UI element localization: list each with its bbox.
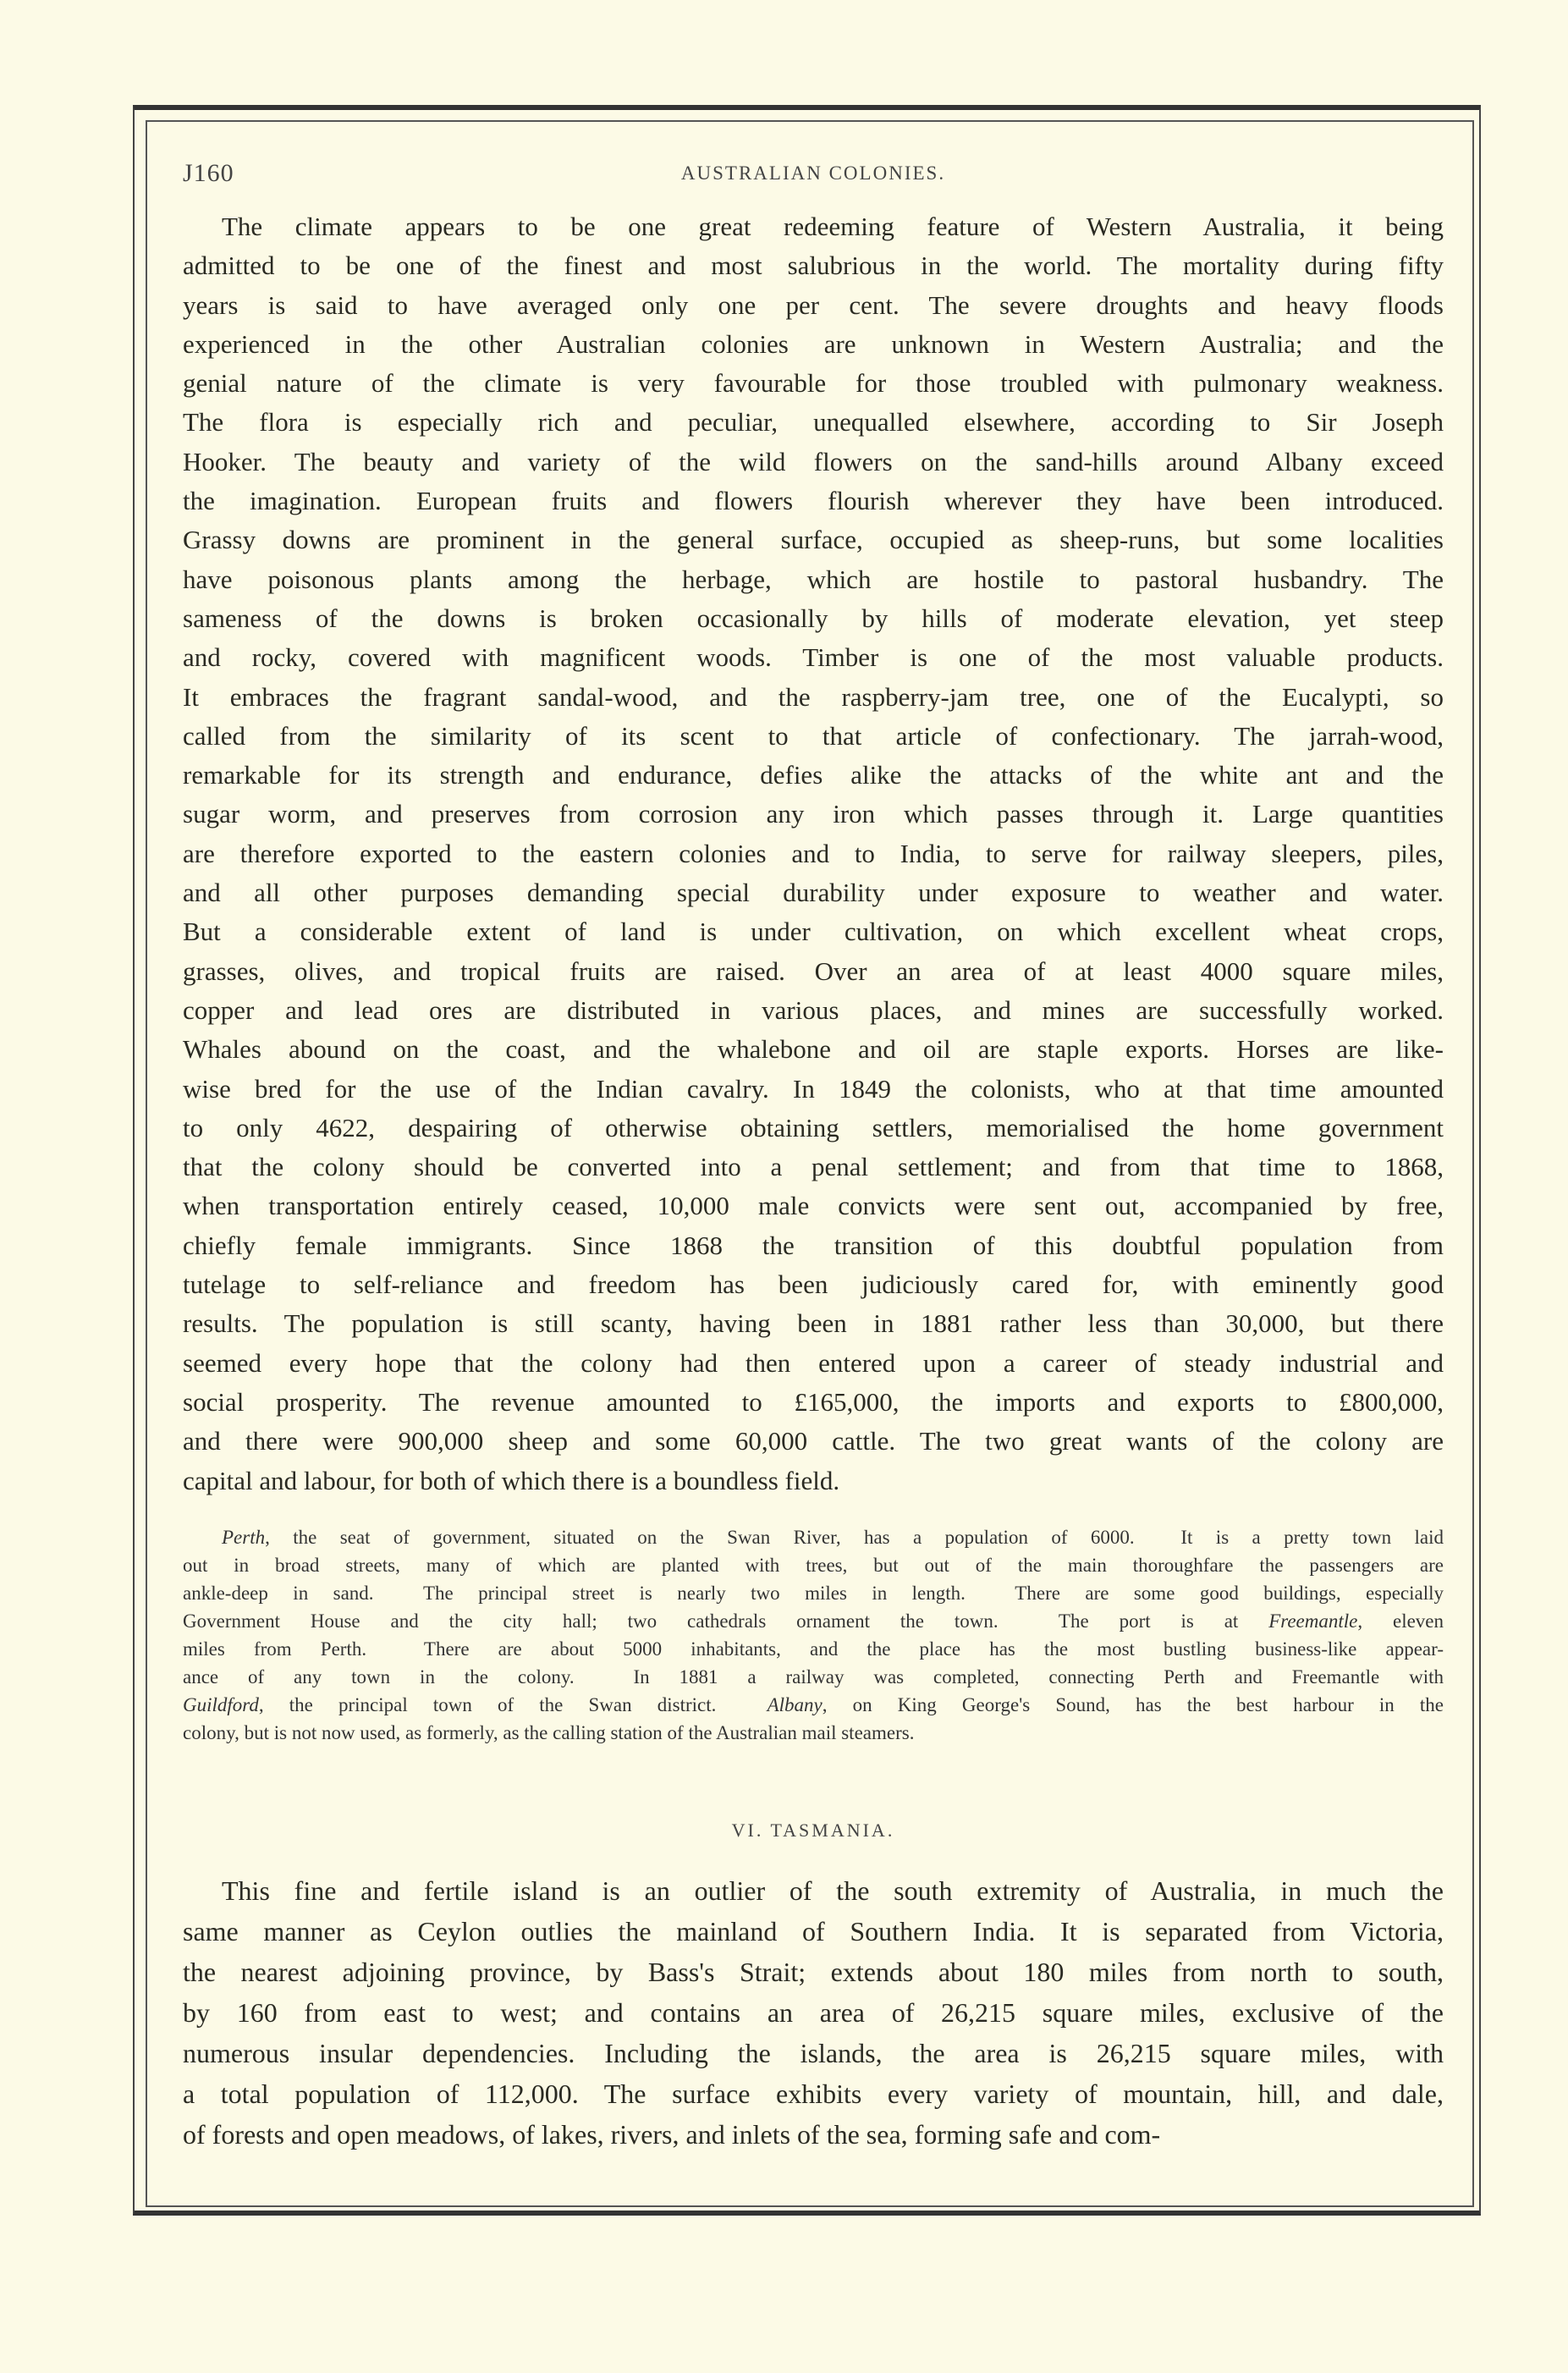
text-line: tutelage to self-reliance and freedom has been judiciously cared for, with eminently good <box>183 1269 1444 1300</box>
text-line: grasses, olives, and tropical fruits are raised. Over an area of at least 4000 square miles, <box>183 955 1444 986</box>
text-line: But a considerable extent of land is under cultivation, on which excellent wheat crops, <box>183 917 1444 947</box>
text-line: sameness of the downs is broken occasionally by hills of moderate elevation, yet steep <box>183 603 1444 633</box>
text-line: that the colony should be converted into a penal settlement; and from that time to 1868, <box>183 1152 1444 1182</box>
text-line: same manner as Ceylon outlies the mainland of Southern India. It is separated from Victoria, <box>183 1916 1444 1946</box>
text-line: are therefore exported to the eastern colonies and to India, to serve for railway sleepers, piles, <box>183 838 1444 868</box>
text-line: experienced in the other Australian colonies are unknown in Western Australia; and the <box>183 328 1444 359</box>
text-segment: out in broad streets, many of which are planted with trees, but out of the main thoroughfare the passengers are <box>183 1555 1444 1576</box>
italic-place-name: Freemantle <box>1268 1610 1358 1632</box>
text-line <box>183 1663 1444 1691</box>
text-line: capital and labour, for both of which there is a boundless field. <box>183 1465 840 1495</box>
text-line: remarkable for its strength and endurance, defies alike the attacks of the white ant and the <box>183 760 1444 790</box>
text-line: copper and lead ores are distributed in various places, and mines are successfully worked. <box>183 994 1444 1025</box>
text-line: the nearest adjoining province, by Bass's Strait; extends about 180 miles from north to south, <box>183 1957 1444 1987</box>
text-line: years is said to have averaged only one per cent. The severe droughts and heavy floods <box>183 289 1444 320</box>
text-line <box>183 1691 1444 1719</box>
italic-place-name: Guildford <box>183 1694 259 1715</box>
text-line <box>183 1551 1444 1579</box>
text-line: It embraces the fragrant sandal-wood, and the raspberry-jam tree, one of the Eucalypti, so <box>183 681 1444 712</box>
text-line: numerous insular dependencies. Including the islands, the area is 26,215 square miles, with <box>183 2038 1444 2068</box>
text-line <box>183 1607 1444 1635</box>
text-line: genial nature of the climate is very favourable for those troubled with pulmonary weakness. <box>183 368 1444 399</box>
text-segment: , the principal town of the Swan district. <box>258 1694 767 1715</box>
text-line: social prosperity. The revenue amounted to £165,000, the imports and exports to £800,000, <box>183 1386 1444 1417</box>
perth-note-paragraph <box>183 1523 1444 1747</box>
text-line: to only 4622, despairing of otherwise obtaining settlers, memorialised the home government <box>183 1112 1444 1142</box>
text-segment: miles from Perth. There are about 5000 inhabitants, and the place has the most bustling business-like appear- <box>183 1638 1444 1660</box>
text-line: seemed every hope that the colony had then entered upon a career of steady industrial and <box>183 1347 1444 1378</box>
text-line: and all other purposes demanding special durability under exposure to weather and water. <box>183 878 1444 908</box>
text-line <box>183 1579 1444 1607</box>
text-line: chiefly female immigrants. Since 1868 the transition of this doubtful population from <box>183 1230 1444 1260</box>
text-segment: , on King George's Sound, has the best harbour in the <box>822 1694 1444 1715</box>
text-line <box>183 1719 1444 1747</box>
text-line: admitted to be one of the finest and most salubrious in the world. The mortality during fifty <box>183 251 1444 281</box>
text-line: called from the similarity of its scent to that article of confectionary. The jarrah-wood, <box>183 720 1444 751</box>
text-line: of forests and open meadows, of lakes, rivers, and inlets of the sea, forming safe and com- <box>183 2119 1161 2150</box>
text-line: and rocky, covered with magnificent woods. Timber is one of the most valuable products. <box>183 642 1444 673</box>
text-line: a total population of 112,000. The surface exhibits every variety of mountain, hill, and dale, <box>183 2078 1444 2109</box>
western-australia-paragraph <box>183 207 1444 1500</box>
text-line: This fine and fertile island is an outlier of the south extremity of Australia, in much the <box>222 1875 1444 1906</box>
text-line: when transportation entirely ceased, 10,000 male convicts were sent out, accompanied by free, <box>183 1191 1444 1221</box>
text-line: sugar worm, and preserves from corrosion any iron which passes through it. Large quantities <box>183 799 1444 829</box>
text-segment: , the seat of government, situated on the Swan River, has a population of 6000. It is a pretty town laid <box>265 1527 1444 1548</box>
text-line: by 160 from east to west; and contains an area of 26,215 square miles, exclusive of the <box>183 1997 1444 2028</box>
text-line: the imagination. European fruits and flowers flourish wherever they have been introduced. <box>183 486 1444 516</box>
text-line: have poisonous plants among the herbage, which are hostile to pastoral husbandry. The <box>183 564 1444 594</box>
section-heading: VI. TASMANIA. <box>731 1820 895 1841</box>
tasmania-paragraph <box>183 1870 1444 2155</box>
text-line <box>183 1523 1444 1551</box>
text-line: Whales abound on the coast, and the whalebone and oil are staple exports. Horses are like- <box>183 1034 1444 1065</box>
text-line: wise bred for the use of the Indian cavalry. In 1849 the colonists, who at that time amounted <box>183 1073 1444 1104</box>
running-title: AUSTRALIAN COLONIES. <box>680 162 946 184</box>
text-line: Hooker. The beauty and variety of the wild flowers on the sand-hills around Albany exceed <box>183 446 1444 476</box>
text-segment: ankle-deep in sand. The principal street is nearly two miles in length. There are some good buildings, especially <box>183 1583 1444 1604</box>
text-line: and there were 900,000 sheep and some 60,000 cattle. The two great wants of the colony are <box>183 1426 1444 1456</box>
text-segment: Government House and the city hall; two cathedrals ornament the town. The port is at <box>183 1610 1269 1632</box>
text-line: results. The population is still scanty, having been in 1881 rather less than 30,000, but there <box>183 1308 1444 1339</box>
text-segment: , eleven <box>1357 1610 1444 1632</box>
page-number: J160 <box>183 159 234 187</box>
text-line: The climate appears to be one great redeeming feature of Western Australia, it being <box>222 212 1444 241</box>
text-line: The flora is especially rich and peculiar, unequalled elsewhere, according to Sir Joseph <box>183 407 1444 438</box>
text-line: Grassy downs are prominent in the general surface, occupied as sheep-runs, but some localities <box>183 525 1444 555</box>
italic-place-name: Perth <box>222 1527 266 1548</box>
text-segment: colony, but is not now used, as formerly, as the calling station of the Australian mail steamers. <box>183 1722 915 1743</box>
italic-place-name: Albany <box>767 1694 823 1715</box>
text-line <box>183 1635 1444 1663</box>
text-segment: ance of any town in the colony. In 1881 a railway was completed, connecting Perth and Freemantle with <box>183 1666 1444 1688</box>
